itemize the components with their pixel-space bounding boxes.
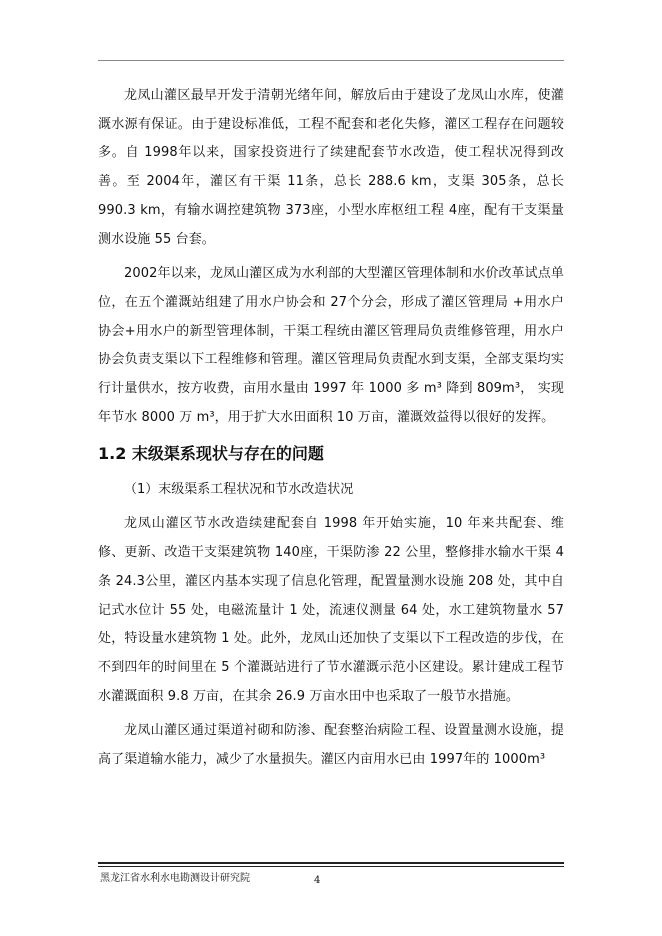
paragraph-management-reform: 2002年以来，龙凤山灌区成为水利部的大型灌区管理体制和水价改革试点单位，在五个灌溉站组建了用水户协会和 27个分会，形成了灌区管理局 +用水户协会+用水户的新型管理体制，干渠工程统由灌区管理局负责维修管理，用水户协会负责支渠以下工程维修和管理。灌区管理局负责配水到支渠，全部支渠均实行计量供水，按方收费，亩用水量由 1997 年 1000 多 m³ 降到 809m³， 实现年节水 8000 万 m³，用于扩大水田面积 10 万亩，灌溉效益得以很好的发挥。 <box>98 266 564 425</box>
footer-institute: 黑龙江省水利水电勘测设计研究院 <box>100 873 250 884</box>
footer-rule-thick <box>98 862 564 864</box>
page-number: 4 <box>314 875 321 886</box>
footer-rule-thin <box>98 866 564 867</box>
paragraph-water-saving-works: 龙凤山灌区节水改造续建配套自 1998 年开始实施，10 年来共配套、维修、更新、改造干支渠建筑物 140座，干渠防渗 22 公里，整修排水输水干渠 4 条 24.3公里，灌区内基本实现了信息化管理，配置量测水设施 208 处，其中自记式水位计 55 处，电磁流量计 1 处，流速仪测量 64 处，水工建筑物量水 57 处，特设量水建筑物 1 处。此外，龙凤山还加快了支渠以下工程改造的步伐，在不到四年的时间里在 5 个灌溉站进行了节水灌溉示范小区建设。累计建成工程节水灌溉面积 9.8 万亩，在其余 26.9 万亩水田中也采取了一般节水措施。 <box>98 516 564 704</box>
header-rule <box>98 60 564 61</box>
section-heading: 1.2 末级渠系现状与存在的问题 <box>98 444 324 464</box>
body-text <box>98 82 564 781</box>
subsection-heading: （1）末级渠系工程状况和节水改造状况 <box>124 482 354 498</box>
paragraph-irrigation-history: 龙凤山灌区最早开发于清朝光绪年间，解放后由于建设了龙凤山水库，使灌溉水源有保证。由于建设标准低，工程不配套和老化失修，灌区工程存在问题较多。自 1998年以来，国家投资进行了续建配套节水改造，使工程状况得到改善。至 2004年，灌区有干渠 11条，总长 288.6 km，支渠 305条，总长 990.3 km，有输水调控建筑物 373座，小型水库枢纽工程 4座，配有干支渠量测水设施 55 台套。 <box>98 88 564 247</box>
paragraph-canal-lining: 龙凤山灌区通过渠道衬砌和防渗、配套整治病险工程、设置量测水设施，提高了渠道输水能力，减少了水量损失。灌区内亩用水已由 1997年的 1000m³ <box>98 723 564 768</box>
